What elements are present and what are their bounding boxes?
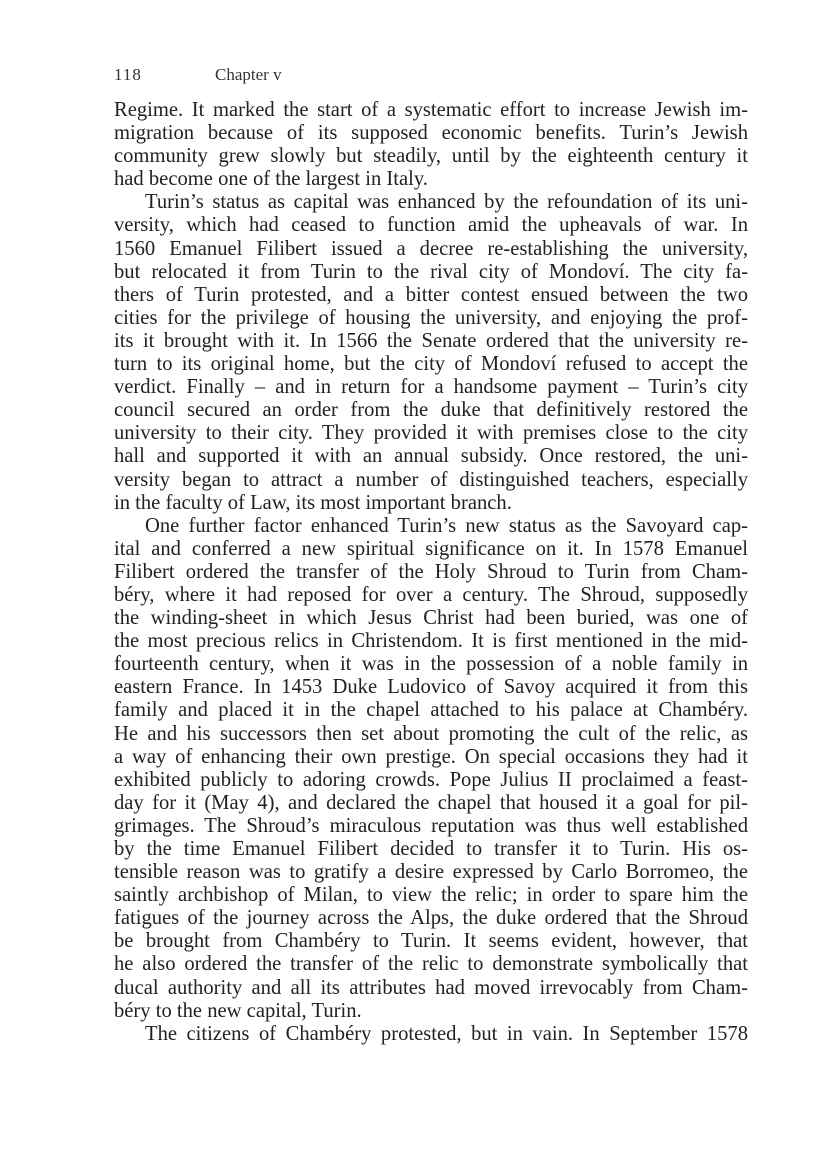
- text-line: saintly archbishop of Milan, to view the relic; in order to spare him the: [114, 884, 748, 907]
- text-line: fourteenth century, when it was in the possession of a noble family in: [114, 653, 748, 676]
- text-line: versity began to attract a number of distinguished teachers, especially: [114, 468, 748, 491]
- text-line: He and his successors then set about promoting the cult of the relic, as: [114, 722, 748, 745]
- text-line: but relocated it from Turin to the rival city of Mondoví. The city fa-: [114, 260, 748, 283]
- chapter-title: Chapter v: [215, 65, 282, 84]
- text-line: The citizens of Chambéry protested, but in vain. In September 1578: [145, 1022, 748, 1045]
- text-line: eastern France. In 1453 Duke Ludovico of Savoy acquired it from this: [114, 676, 748, 699]
- text-line: had become one of the largest in Italy.: [114, 168, 428, 191]
- text-line: fatigues of the journey across the Alps, the duke ordered that the Shroud: [114, 907, 748, 930]
- text-line: Regime. It marked the start of a systematic effort to increase Jewish im-: [114, 99, 748, 121]
- text-line: migration because of its supposed economic benefits. Turin’s Jewish: [114, 122, 748, 145]
- text-line: versity, which had ceased to function amid the upheavals of war. In: [114, 214, 748, 237]
- text-line: be brought from Chambéry to Turin. It seems evident, however, that: [114, 930, 748, 953]
- text-line: the winding-sheet in which Jesus Christ had been buried, was one of: [114, 607, 748, 630]
- text-line: a way of enhancing their own prestige. On special occasions they had it: [114, 745, 748, 768]
- text-line: its it brought with it. In 1566 the Senate ordered that the university re-: [114, 329, 748, 352]
- text-line: ducal authority and all its attributes had moved irrevocably from Cham-: [114, 976, 748, 999]
- text-line: in the faculty of Law, its most important branch.: [114, 491, 512, 514]
- text-line: Filibert ordered the transfer of the Holy Shroud to Turin from Cham-: [114, 560, 748, 583]
- text-line: tensible reason was to gratify a desire expressed by Carlo Borromeo, the: [114, 861, 748, 884]
- body-text: [114, 99, 748, 1046]
- text-line: council secured an order from the duke that definitively restored the: [114, 399, 748, 422]
- text-line: family and placed it in the chapel attached to his palace at Chambéry.: [114, 699, 748, 722]
- text-line: One further factor enhanced Turin’s new status as the Savoyard cap-: [145, 514, 748, 537]
- text-line: community grew slowly but steadily, until by the eighteenth century it: [114, 145, 748, 168]
- text-line: cities for the privilege of housing the university, and enjoying the prof-: [114, 306, 748, 329]
- text-line: university to their city. They provided it with premises close to the city: [114, 422, 748, 445]
- text-line: turn to its original home, but the city of Mondoví refused to accept the: [114, 353, 748, 376]
- text-line: the most precious relics in Christendom. It is first mentioned in the mid-: [114, 630, 748, 653]
- text-line: verdict. Finally – and in return for a handsome payment – Turin’s city: [114, 376, 748, 399]
- text-line: 1560 Emanuel Filibert issued a decree re-establishing the university,: [114, 237, 748, 260]
- text-line: day for it (May 4), and declared the chapel that housed it a goal for pil-: [114, 791, 748, 814]
- text-line: Turin’s status as capital was enhanced by the refoundation of its uni-: [145, 191, 748, 214]
- text-line: thers of Turin protested, and a bitter contest ensued between the two: [114, 283, 748, 306]
- text-line: he also ordered the transfer of the relic to demonstrate symbolically that: [114, 953, 748, 976]
- text-line: béry, where it had reposed for over a century. The Shroud, supposedly: [114, 583, 748, 606]
- text-line: exhibited publicly to adoring crowds. Pope Julius II proclaimed a feast-: [114, 768, 748, 791]
- running-head: [114, 64, 282, 86]
- text-line: ital and conferred a new spiritual significance on it. In 1578 Emanuel: [114, 537, 748, 560]
- page-number: 118: [114, 65, 142, 84]
- text-line: by the time Emanuel Filibert decided to transfer it to Turin. His os-: [114, 838, 748, 860]
- text-line: grimages. The Shroud’s miraculous reputation was thus well established: [114, 814, 748, 837]
- text-line: hall and supported it with an annual subsidy. Once restored, the uni-: [114, 445, 748, 468]
- text-line: béry to the new capital, Turin.: [114, 999, 362, 1022]
